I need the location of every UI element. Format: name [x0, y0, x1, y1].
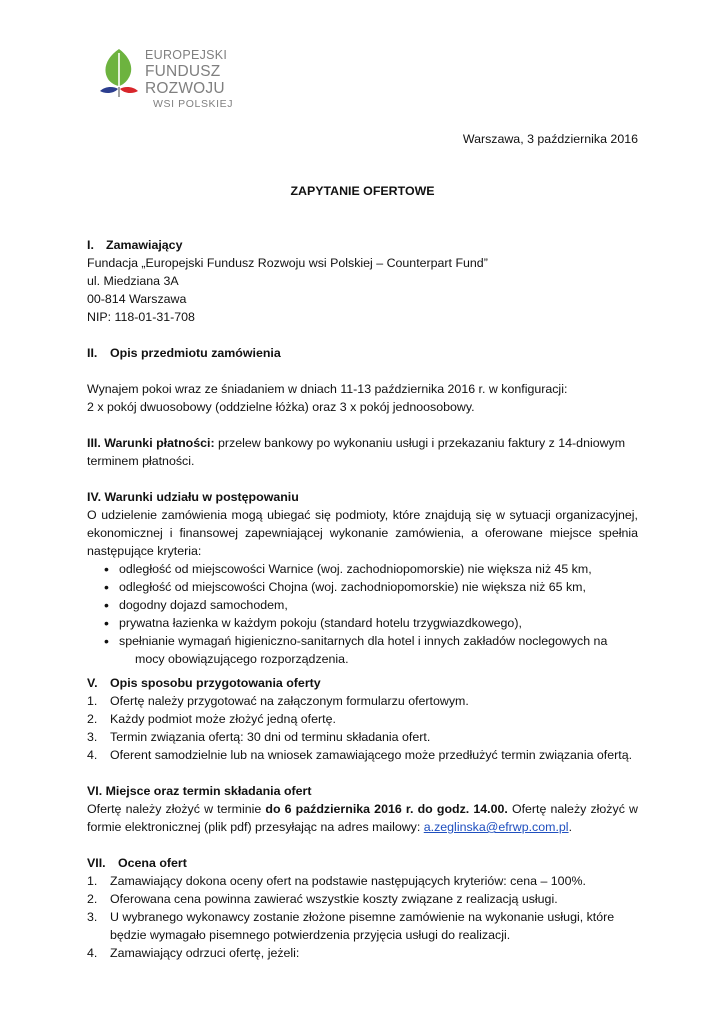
list-item-text-continued: będzie wymagało pisemnego potwierdzenia przyjęcia usługi do realizacji. — [110, 928, 511, 942]
logo-line-2: FUNDUSZ — [145, 62, 221, 80]
logo-text — [145, 49, 233, 109]
logo-line-3: ROZWOJU — [145, 80, 225, 97]
order-description-line-2: 2 x pokój dwuosobowy (oddzielne łóżka) oraz 3 x pokój jednoosobowy. — [87, 400, 475, 414]
criteria-list — [87, 560, 638, 668]
submission-paragraph — [87, 800, 638, 836]
document-date: Warszawa, 3 października 2016 — [462, 132, 638, 146]
ordering-party-nip: NIP: 118-01-31-708 — [87, 310, 195, 324]
list-number: 4. — [87, 748, 98, 762]
list-item — [87, 890, 638, 908]
list-item — [87, 692, 638, 710]
section-number: V. — [87, 676, 98, 690]
logo-line-1: EUROPEJSKI — [145, 48, 228, 62]
section-title: Ocena ofert — [118, 856, 187, 870]
section-number: I. — [87, 238, 94, 252]
list-item-text: Każdy podmiot może złożyć jedną ofertę. — [110, 712, 336, 726]
list-item-text: Zamawiający dokona oceny ofert na podstawie następujących kryteriów: cena – 100%. — [110, 874, 586, 888]
section-4-heading: IV. Warunki udziału w postępowaniu — [87, 490, 299, 504]
leaves-icon — [90, 45, 145, 100]
email-link[interactable]: a.zeglinska@efrwp.com.pl — [423, 820, 569, 834]
ordering-party-city: 00-814 Warszawa — [87, 292, 187, 306]
list-number: 3. — [87, 730, 98, 744]
list-number: 2. — [87, 892, 98, 906]
list-item — [87, 908, 638, 944]
submission-text: Ofertę należy złożyć w terminie — [87, 802, 266, 816]
section-number: VII. — [87, 856, 106, 870]
section-number: II. — [87, 346, 98, 360]
section-5-heading — [87, 674, 638, 692]
list-item — [87, 710, 638, 728]
list-item: • dogodny dojazd samochodem, — [87, 596, 638, 614]
list-item — [87, 632, 638, 668]
list-item-text: spełnianie wymagań higieniczno-sanitarnych dla hotel i innych zakładów noclegowych na — [119, 634, 608, 648]
section-title: Zamawiający — [106, 238, 183, 252]
section-title: Opis sposobu przygotowania oferty — [110, 676, 321, 690]
list-item — [87, 746, 638, 764]
list-item: • prywatna łazienka w każdym pokoju (standard hotelu trzygwiazdkowego), — [87, 614, 638, 632]
section-1-heading — [87, 236, 638, 254]
list-item-text: Zamawiający odrzuci ofertę, jeżeli: — [110, 946, 300, 960]
logo-line-4: WSI POLSKIEJ — [153, 97, 234, 110]
list-item-text: U wybranego wykonawcy zostanie złożone pisemne zamówienie na wykonanie usługi, które — [110, 910, 615, 924]
list-item — [87, 872, 638, 890]
list-number: 4. — [87, 946, 98, 960]
submission-text: . — [568, 820, 573, 834]
list-item-text: Oferowana cena powinna zawierać wszystkie koszty związane z realizacją usługi. — [110, 892, 558, 906]
list-item — [87, 728, 638, 746]
submission-text: Ofertę należy złożyć w formie elektronicznej (plik pdf) przesyłając na adres mailowy: — [87, 802, 638, 834]
section-3-heading: III. Warunki płatności: — [87, 436, 215, 450]
section-6-heading: VI. Miejsce oraz termin składania ofert — [87, 784, 312, 798]
list-number: 1. — [87, 694, 98, 708]
ordering-party-name: Fundacja „Europejski Fundusz Rozwoju wsi Polskiej – Counterpart Fund” — [87, 256, 488, 270]
list-number: 1. — [87, 874, 98, 888]
payment-terms: przelew bankowy po wykonaniu usługi i przekazaniu faktury z 14-dniowym terminem płatności. — [87, 436, 626, 468]
section-7-heading — [87, 854, 638, 872]
section-3-paragraph — [87, 434, 638, 470]
list-item-text: Termin związania ofertą: 30 dni od terminu składania ofert. — [110, 730, 431, 744]
list-item-text-continued: mocy obowiązującego rozporządzenia. — [135, 652, 349, 666]
section-2-heading — [87, 344, 638, 362]
list-item: • odległość od miejscowości Warnice (woj. zachodniopomorskie) nie większa niż 45 km, — [87, 560, 638, 578]
list-number: 2. — [87, 712, 98, 726]
ordering-party-street: ul. Miedziana 3A — [87, 274, 179, 288]
document-title: ZAPYTANIE OFERTOWE — [290, 184, 435, 198]
list-number: 3. — [87, 910, 98, 924]
participation-intro: O udzielenie zamówienia mogą ubiegać się podmioty, które znajdują się w sytuacji organizacyjnej, ekonomicznej i finansowej zapewniającej wykonanie zamówienia, a oferowane miejsce spełnia następujące kryteria: — [87, 508, 638, 558]
offer-preparation-list — [87, 692, 638, 764]
list-item: • odległość od miejscowości Chojna (woj. zachodniopomorskie) nie większa niż 65 km, — [87, 578, 638, 596]
list-item-text: Ofertę należy przygotować na załączonym formularzu ofertowym. — [110, 694, 469, 708]
submission-deadline: do 6 października 2016 r. do godz. 14.00. — [265, 802, 508, 816]
list-item-text: Oferent samodzielnie lub na wniosek zamawiającego może przedłużyć termin związania ofertą. — [110, 748, 633, 762]
document-body — [87, 236, 638, 962]
evaluation-list — [87, 872, 638, 962]
section-title: Opis przedmiotu zamówienia — [110, 346, 281, 360]
order-description-line-1: Wynajem pokoi wraz ze śniadaniem w dniach 11-13 października 2016 r. w konfiguracji: — [87, 382, 568, 396]
logo — [90, 45, 260, 115]
list-item — [87, 944, 638, 962]
